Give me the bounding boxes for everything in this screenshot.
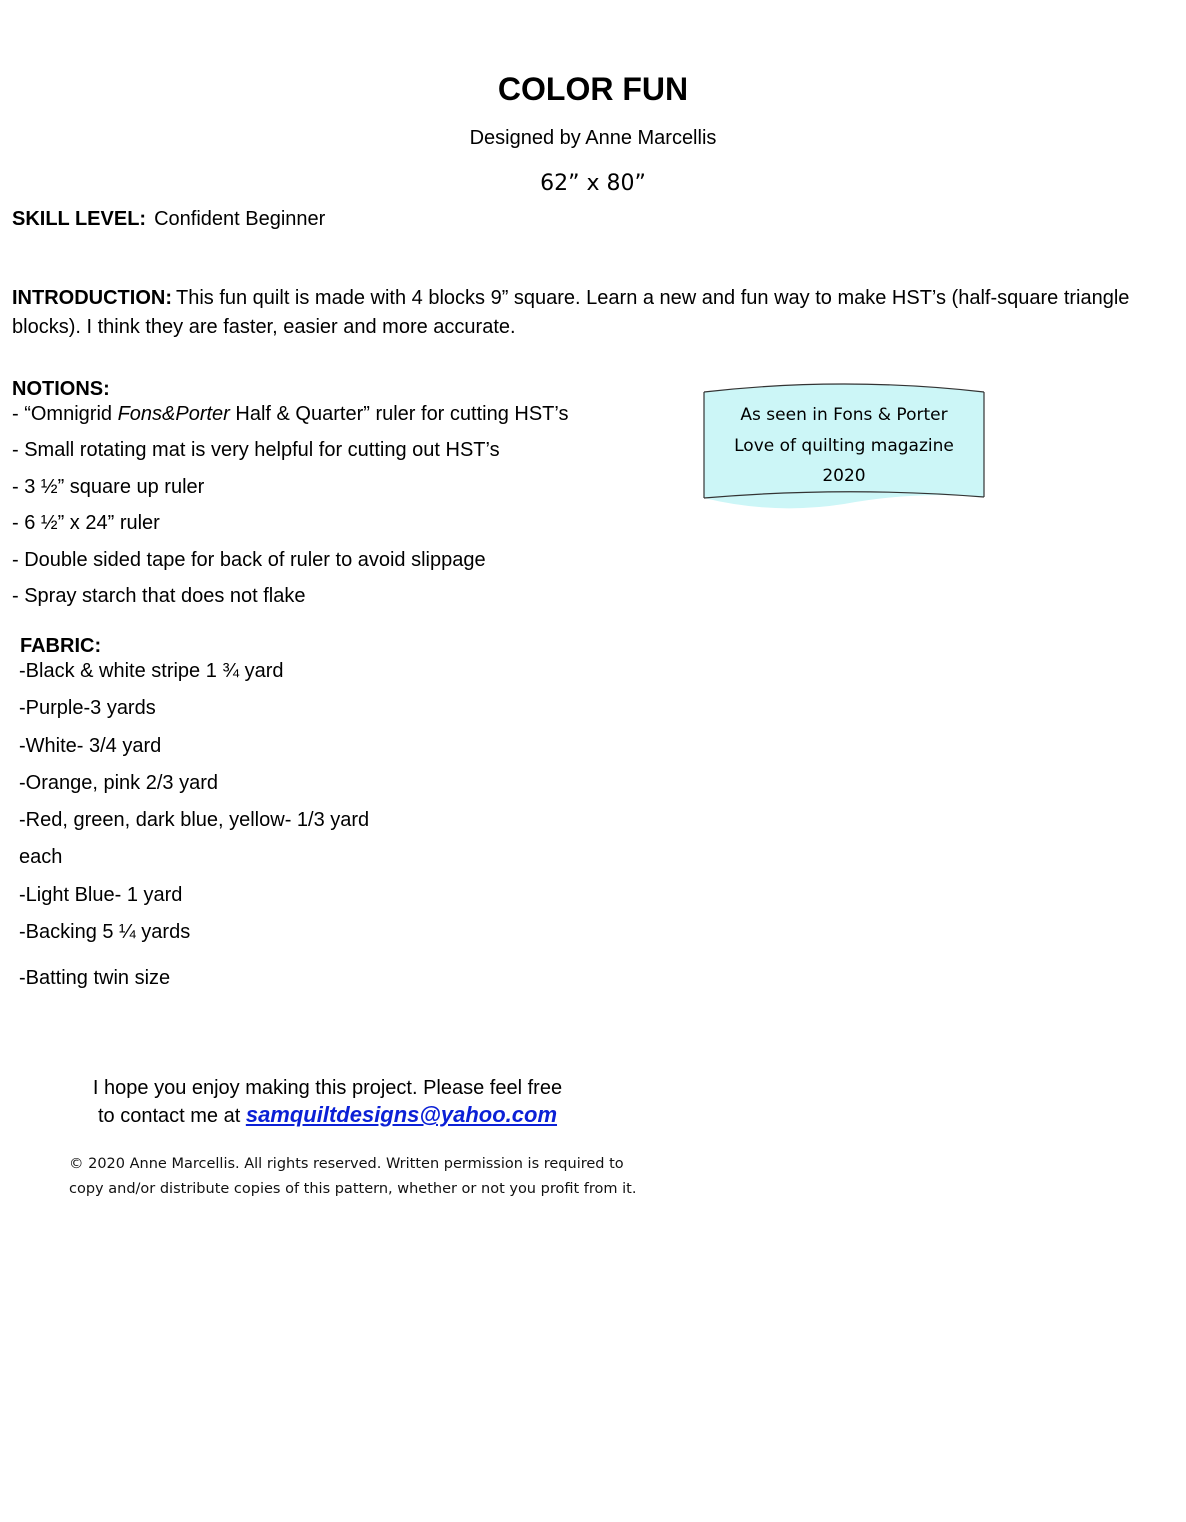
fabric-heading: FABRIC: — [20, 635, 102, 657]
fabric-item: each — [19, 846, 63, 868]
introduction — [12, 284, 1162, 342]
email-link[interactable]: samquiltdesigns@yahoo.com — [245, 1102, 558, 1127]
fabric-item: -Light Blue- 1 yard — [19, 884, 183, 906]
banner-line: 2020 — [822, 466, 866, 486]
introduction-label: INTRODUCTION: — [12, 287, 172, 309]
page-title: COLOR FUN — [497, 71, 689, 107]
notions-item — [12, 402, 568, 426]
fabric-item: -Batting twin size — [19, 967, 171, 989]
introduction-text: This fun quilt is made with 4 blocks 9” square. Learn a new and fun way to make HST’s (half-square triangle blocks). I think they are faster, easier and more accurate. — [12, 287, 1130, 338]
quilt-dimensions: 62” x 80” — [540, 171, 646, 196]
fabric-item: -Orange, pink 2/3 yard — [19, 772, 218, 794]
notions-item-brand: Fons&Porter — [117, 403, 230, 425]
contact-line — [0, 1102, 655, 1129]
closing-message: I hope you enjoy making this project. Please feel free — [92, 1077, 563, 1099]
notions-item-suffix: Half & Quarter” ruler for cutting HST’s — [229, 403, 569, 425]
notions-item: - 3 ½” square up ruler — [12, 476, 205, 498]
copyright-notice: copy and/or distribute copies of this pattern, whether or not you profit from it. — [69, 1181, 637, 1197]
fabric-item: -Red, green, dark blue, yellow- 1/3 yard — [19, 809, 370, 831]
notions-item: - 6 ½” x 24” ruler — [12, 512, 160, 534]
banner-text — [702, 400, 986, 492]
fabric-item: -Black & white stripe 1 ¾ yard — [19, 660, 284, 682]
notions-item: - Double sided tape for back of ruler to avoid slippage — [12, 549, 486, 571]
notions-item-prefix: - “Omnigrid — [12, 403, 118, 425]
copyright-notice: © 2020 Anne Marcellis. All rights reserved. Written permission is required to — [69, 1156, 624, 1172]
magazine-feature-banner — [702, 378, 986, 514]
fabric-item: -Purple-3 yards — [19, 697, 156, 719]
fabric-item: -White- 3/4 yard — [19, 735, 162, 757]
notions-item: - Small rotating mat is very helpful for cutting out HST’s — [12, 439, 500, 461]
banner-line: As seen in Fons & Porter — [740, 405, 948, 425]
skill-level-label: SKILL LEVEL: — [12, 208, 147, 230]
fabric-item: -Backing 5 ¼ yards — [19, 921, 191, 943]
notions-heading: NOTIONS: — [12, 378, 110, 400]
contact-prefix: to contact me at — [97, 1105, 246, 1127]
designer-credit: Designed by Anne Marcellis — [469, 127, 717, 149]
banner-line: Love of quilting magazine — [734, 435, 954, 456]
notions-item: - Spray starch that does not flake — [12, 585, 306, 607]
skill-level — [12, 207, 325, 231]
skill-level-value: Confident Beginner — [154, 208, 326, 230]
